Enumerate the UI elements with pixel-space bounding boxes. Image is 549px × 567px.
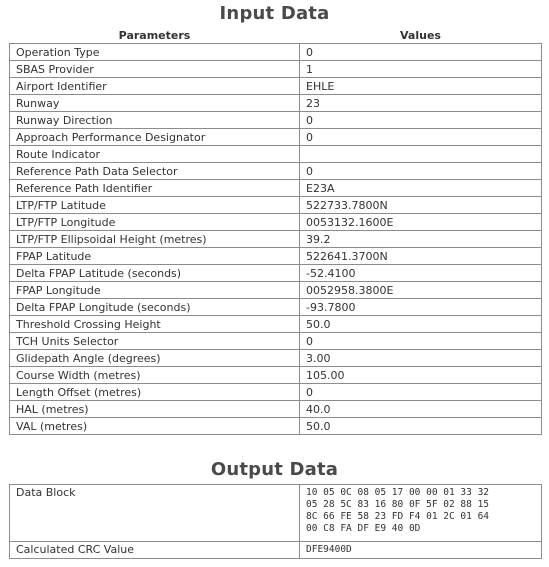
parameter-label: Operation Type xyxy=(10,44,300,61)
table-header-row xyxy=(10,28,542,44)
parameter-label: FPAP Longitude xyxy=(10,282,300,299)
parameter-label: Runway xyxy=(10,95,300,112)
table-row xyxy=(10,214,542,231)
parameter-label: FPAP Latitude xyxy=(10,248,300,265)
parameter-label: Route Indicator xyxy=(10,146,300,163)
parameter-label: HAL (metres) xyxy=(10,401,300,418)
data-block-value: 10 05 0C 08 05 17 00 00 01 33 32 05 28 5C 83 16 80 0F 5F 02 88 15 8C 66 FE 58 23 FD F4 01 2C 01 64 00 C8 FA DF E9 40 0D xyxy=(300,485,542,542)
parameter-label: Threshold Crossing Height xyxy=(10,316,300,333)
table-row xyxy=(10,367,542,384)
parameter-value: 0052958.3800E xyxy=(300,282,542,299)
parameter-label: Reference Path Identifier xyxy=(10,180,300,197)
table-row xyxy=(10,401,542,418)
parameter-label: TCH Units Selector xyxy=(10,333,300,350)
parameter-label: Delta FPAP Longitude (seconds) xyxy=(10,299,300,316)
parameter-value: 0 xyxy=(300,163,542,180)
table-row xyxy=(10,248,542,265)
parameter-value: 0 xyxy=(300,333,542,350)
parameter-value xyxy=(300,146,542,163)
crc-label: Calculated CRC Value xyxy=(10,542,300,559)
parameter-value: 0 xyxy=(300,384,542,401)
parameter-label: LTP/FTP Ellipsoidal Height (metres) xyxy=(10,231,300,248)
output-data-title: Output Data xyxy=(210,459,339,480)
parameter-value: 40.0 xyxy=(300,401,542,418)
table-row xyxy=(10,197,542,214)
parameter-label: SBAS Provider xyxy=(10,61,300,78)
parameter-value: 50.0 xyxy=(300,316,542,333)
table-row xyxy=(10,333,542,350)
parameter-value: 39.2 xyxy=(300,231,542,248)
table-row xyxy=(10,282,542,299)
parameter-label: LTP/FTP Latitude xyxy=(10,197,300,214)
parameter-value: E23A xyxy=(300,180,542,197)
table-row xyxy=(10,384,542,401)
parameter-value: -93.7800 xyxy=(300,299,542,316)
table-row xyxy=(10,146,542,163)
parameter-label: Delta FPAP Latitude (seconds) xyxy=(10,265,300,282)
parameter-label: VAL (metres) xyxy=(10,418,300,435)
table-row xyxy=(10,418,542,435)
parameter-value: 1 xyxy=(300,61,542,78)
table-row xyxy=(10,78,542,95)
table-row xyxy=(10,95,542,112)
parameter-value: 522733.7800N xyxy=(300,197,542,214)
parameter-label: Runway Direction xyxy=(10,112,300,129)
table-row xyxy=(10,265,542,282)
parameter-value: 0 xyxy=(300,44,542,61)
table-row xyxy=(10,299,542,316)
table-row xyxy=(10,61,542,78)
crc-value: DFE9400D xyxy=(300,542,542,559)
parameter-value: 0 xyxy=(300,112,542,129)
parameter-value: 3.00 xyxy=(300,350,542,367)
parameter-label: LTP/FTP Longitude xyxy=(10,214,300,231)
parameter-value: EHLE xyxy=(300,78,542,95)
parameter-value: 522641.3700N xyxy=(300,248,542,265)
parameter-label: Approach Performance Designator xyxy=(10,129,300,146)
values-header: Values xyxy=(400,29,441,42)
output-data-table xyxy=(9,484,542,559)
parameter-value: 105.00 xyxy=(300,367,542,384)
table-row xyxy=(10,163,542,180)
table-row xyxy=(10,112,542,129)
parameter-label: Course Width (metres) xyxy=(10,367,300,384)
data-block-label: Data Block xyxy=(10,485,300,542)
parameter-value: 23 xyxy=(300,95,542,112)
parameter-label: Length Offset (metres) xyxy=(10,384,300,401)
parameter-value: 0 xyxy=(300,129,542,146)
parameter-label: Glidepath Angle (degrees) xyxy=(10,350,300,367)
parameter-label: Reference Path Data Selector xyxy=(10,163,300,180)
parameter-value: 0053132.1600E xyxy=(300,214,542,231)
parameter-label: Airport Identifier xyxy=(10,78,300,95)
parameter-value: -52.4100 xyxy=(300,265,542,282)
table-row xyxy=(10,180,542,197)
parameters-header: Parameters xyxy=(118,29,191,42)
parameter-value: 50.0 xyxy=(300,418,542,435)
input-data-table xyxy=(9,28,542,435)
input-data-title: Input Data xyxy=(219,3,330,24)
table-row xyxy=(10,231,542,248)
table-row xyxy=(10,350,542,367)
data-block-row xyxy=(10,485,542,542)
table-row xyxy=(10,44,542,61)
table-row xyxy=(10,129,542,146)
table-row xyxy=(10,316,542,333)
crc-row xyxy=(10,542,542,559)
